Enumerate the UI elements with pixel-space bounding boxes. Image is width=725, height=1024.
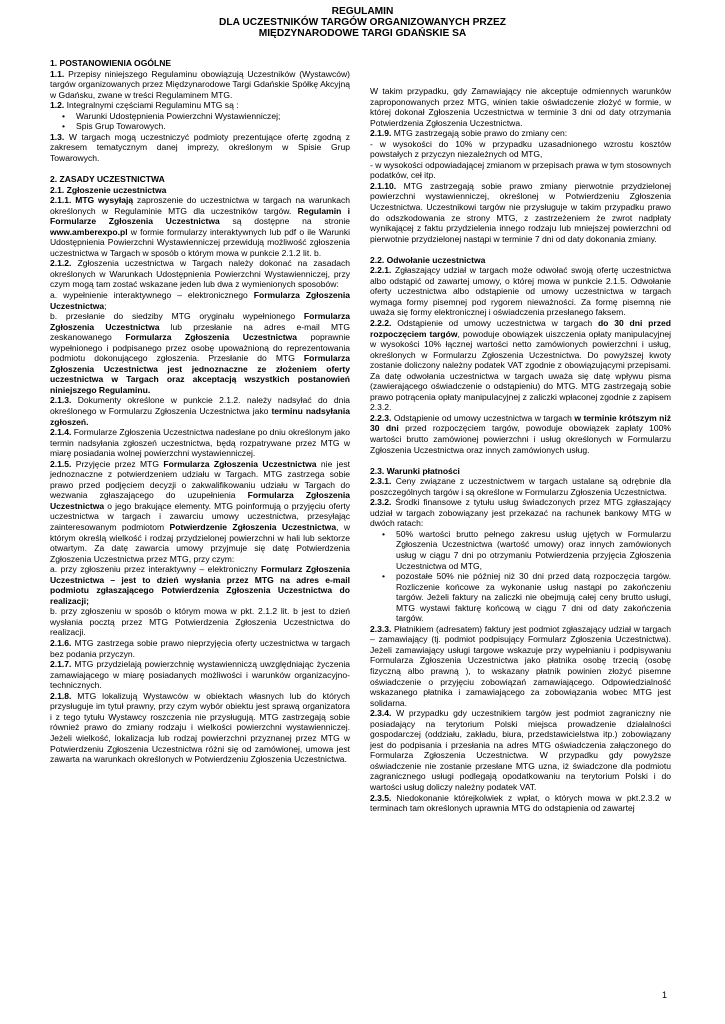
paragraph-2-3-4 [370,708,671,792]
paragraph-2-1-9-b: - w wysokości odpowiadającej zmianom w przepisach prawa w tym stosownych podatków, ceł itp. [370,159,671,181]
bold-text: Regulamin i Formularze Zgłoszenia Uczestnictwa [50,205,350,227]
paragraph-2-2-1 [370,265,671,318]
para-text: Niedokonanie którejkolwiek z wpłat, o których mowa w pkt.2.3.2 w terminach tam określonych uprawnia MTG do odstąpienia od zawartej [370,792,671,814]
bold-text: Formularza Zgłoszenia Uczestnictwa jest jednoznaczne ze złożeniem oferty uczestnictwa w Targach oraz akceptacją wszystkich postanowień niniejszego Regulaminu. [50,353,350,395]
para-number: 2.2.2. [370,317,392,328]
para-text: MTG przydzielają powierzchnię wystawienniczą uwzględniając życzenia zamawiającego w miarę posiadanych możliwości i warunków organizacyjno-technicznych. [50,659,350,691]
para-number: 2.1.7. [50,659,72,670]
para-text: Zgłoszenia uczestnictwa w Targach należy dokonać na zasadach określonych w Warunkach Udostępnienia Powierzchni Wystawienniczej, przy czym mogą tam zostać wskazane jeden lub dwa z wymienionych sposobów: [50,258,350,290]
para-text: a. wypełnienie interaktywnego – elektronicznego [50,289,254,300]
para-number: 2.1.5. [50,458,72,469]
bold-text: Formularza Zgłoszenia Uczestnictwa [50,311,350,332]
list-item: • Warunki Udostępnienia Powierzchni Wystawienniczej; [50,111,350,122]
para-number: 2.1.8. [50,690,72,701]
para-number: 1.1. [50,68,65,79]
para-text: są dostępne na stronie [219,216,350,227]
paragraph-2-1-7 [50,659,350,691]
para-text: MTG zastrzegają sobie prawo zmiany pierwotnie przydzielonej powierzchni wystawienniczej, określonej w Potwierdzeniu Zgłoszenia Uczestnictwa. Uczestnikowi targów nie przysługuje w takim przypadku prawo do odszkodowania ze strony MTG, z zastrzeżeniem że zwrot nadpłaty wynikającej z faktu przydzielenia innego rodzaju lub mniejszej powierzchni od pierwotnie przydzielonej nastąpi w terminie 7 dni od daty dokonania zmiany. [370,180,671,244]
paragraph-continued: W takim przypadku, gdy Zamawiający nie akceptuje odmiennych warunków zaproponowanych przez MTG, winien takie oświadczenie złożyć w formie, w której dokonał Zgłoszenia Uczestnictwa w terminie 3 dni od daty otrzymania Potwierdzenia Zgłoszenia Uczestnictwa. [370,86,671,128]
para-text: Formularze Zgłoszenia Uczestnictwa nadesłane po dniu określonym jako termin nadsyłania zgłoszeń uczestnictwa, będą rozpatrywane przez MTG w miarę posiadania wolnej powierzchni wystawienniczej. [50,427,350,459]
para-text: , powoduje obowiązek uiszczenia opłaty manipulacyjnej w wysokości 10% łącznej wartości netto zamówionych powierzchni i usług, określonych w Formularzu Zgłoszenia Uczestnictwa. Do powyższej kwoty zostanie doliczony należny podatek VAT zgodnie z obowiązującymi przepisami. Za datę odwołania uczestnictwa w targach uważa się datę wpływu pisma (zawierającego oświadczenie o odstąpieniu) do MTG. MTG zastrzegają sobie prawo potrącenia opłaty manipulacyjnej z zaliczki wpłaconej zgodnie z zapisem 2.3.2. [370,328,671,413]
para-text: Płatnikiem (adresatem) faktury jest podmiot zgłaszający udział w targach – zamawiający (tj. podmiot podpisujący Formularz Zgłoszenia Uczestnictwa). Jeżeli zamawiający usługi targowe wskazuje przy wypełnianiu i podpisywaniu Formularza Zgłoszenia Uczestnictwa jako płatnika osobę trzecią (osobę fizyczną albo prawną ), to wskazany płatnik powinien złożyć pisemne oświadczenie o przyjęciu zobowiązań zamawiającego. Odpowiedzialność wskazanego płatnika i zamawiającego za zobowiązania wobec MTG jest solidarna. [370,623,671,708]
para-text: Przyjęcie przez MTG [71,458,164,469]
para-text: W targach mogą uczestniczyć podmioty prezentujące ofertę zgodną z zakresem tematycznym danej imprezy, określonym w Spisie Grup Towarowych. [50,131,350,163]
doc-title-line-2: DLA UCZESTNIKÓW TARGÓW ORGANIZOWANYCH PRZEZ [219,17,506,28]
doc-title-line-3: MIĘDZYNARODOWE TARGI GDAŃSKIE SA [258,28,467,39]
paragraph-2-2-3 [370,413,671,455]
bullet-list [370,529,671,624]
para-number: 1.3. [50,131,65,142]
para-number: 2.3.5. [370,792,392,803]
paragraph-2-1-5 [50,459,350,564]
para-number: 2.2.1. [370,265,392,276]
para-text: poprawnie wypełnionego i podpisanego przez osobę upoważnioną do reprezentowania podmiotu dokonującego zgłoszenia. Przesłanie do MTG [50,332,350,364]
bold-text: Formularza Zgłoszenia Uczestnictwa [125,332,297,343]
para-text: , w którym określą wielkość i rodzaj przydzielonej powierzchni w hali lub sektorze otwartym. Za datę zawarcia umowy przyjmuje się datę Potwierdzenia Zgłoszenia Uczestnictwa przez MTG, przy czym: [50,522,350,564]
paragraph-2-3-2 [370,497,671,529]
para-number: 2.1.4. [50,427,72,438]
paragraph-2-3-3 [370,624,671,708]
para-text: Zgłaszający udział w targach może odwołać swoją ofertę uczestnictwa albo odstąpić od zawartej umowy, o której mowa w punkcie 2.1.5. Odwołanie oferty uczestnictwa albo odstąpienie od umowy uczestnictwa w targach wymaga formy pisemnej pod rygorem nieważności. Za formę pisemną nie uważa się formy elektronicznej i oświadczenia przesłanego faksem. [370,265,671,318]
para-text: b. przesłanie do siedziby MTG oryginału wypełnionego [50,311,304,322]
para-text: W przypadku gdy uczestnikiem targów jest podmiot zagraniczny nie posiadający na terytorium Polski miejsca prowadzenie działalności gospodarczej (oddziału, zakładu, biura, przedstawicielstwa itp.) zobowiązany jest do podpisania i przesłania na adres MTG oświadczenia załączonego do Formularza Zgłoszenia Uczestnictwa. W przypadku gdy powyższe oświadczenie nie zostanie przesłane MTG uzna, iż świadczone dla podmiotu zagranicznego usługi podlegają opodatkowaniu na terytorium Polski i do wartości usług doliczy należny podatek VAT. [370,708,671,792]
para-text: Odstąpienie od umowy uczestnictwa w targach [391,317,598,328]
para-text: MTG zastrzega sobie prawo nieprzyjęcia oferty uczestnictwa w targach bez podania przyczyn. [50,638,350,659]
paragraph-2-1-2 [50,258,350,290]
page-number: 1 [661,990,667,1000]
paragraph-1-3 [50,132,350,164]
bold-text: w terminie krótszym niż 30 dni [370,412,671,434]
para-text: MTG zastrzegają sobie prawo do zmiany cen: [391,128,568,139]
para-text: ; [104,300,107,311]
para-text: lub przesłanie na adres e-mail MTG zeskanowanego [50,321,350,343]
para-text: a. przy zgłoszeniu przez interaktywny – elektroniczny [50,564,262,575]
para-text: Odstąpienie od umowy uczestnictwa w targach [391,412,575,423]
bold-text: do 30 dni przed rozpoczęciem targów [370,317,671,339]
paragraph-2-1-2-b [50,311,350,395]
para-text: Ceny związane z uczestnictwem w targach ustalane są odrębnie dla poszczególnych targów i są określone w Formularzu Zgłoszenia Uczestnictwa. [370,476,671,497]
para-number: 2.1.2. [50,258,72,269]
para-text: zaproszenie do uczestnictwa w targach na warunkach określonych w Regulaminie MTG dla uczestników targów. [50,195,350,216]
paragraph-2-3-1 [370,476,671,497]
section-heading: 1. POSTANOWIENIA OGÓLNE [50,58,172,68]
paragraph-2-1-6 [50,638,350,659]
para-number: 2.1.3. [50,395,72,406]
list-item: • 50% wartości brutto pełnego zakresu usług ujętych w Formularzu Zgłoszenia Uczestnictwa (wartość umowy) oraz innych zamówionych usług w ciągu 7 dni po otrzymaniu Potwierdzenia przyjęcia Zgłoszenia Uczestnictwa od MTG, [370,529,671,571]
para-number: 2.1.10. [370,180,397,191]
paragraph-2-1-4 [50,427,350,459]
para-number: 2.3.4. [370,708,392,719]
paragraph-2-2-2 [370,318,671,413]
paragraph-2-1-9-a: - w wysokości do 10% w przypadku uzasadnionego wzrostu kosztów powstałych z przyczyn niezależnych od MTG, [370,138,671,160]
paragraph-2-1-5-a [50,564,350,606]
subsection-heading: 2.1. Zgłoszenie uczestnictwa [50,184,167,195]
bullet-list [50,111,350,132]
para-text: Przepisy niniejszego Regulaminu obowiązują Uczestników (Wystawców) targów organizowanych przez Międzynarodowe Targi Gdańskie Spółkę Akcyjną w Gdańsku, zwane w treści Regulaminem MTG. [50,68,350,100]
para-text: o jego brakujące elementy. MTG poinformują o przyjęciu oferty uczestnictwa w targach i zawarciu umowy uczestnictwa, przesyłając zainteresowanym podmiotom [50,500,350,533]
paragraph-2-3-5 [370,793,671,814]
para-number: 2.1.6. [50,638,72,649]
paragraph-2-1-1 [50,195,350,258]
subsection-heading: 2.3. Warunki płatności [370,465,460,476]
para-text: Integralnymi częściami Regulaminu MTG są : [64,100,239,111]
left-column [50,58,350,765]
paragraph-1-1 [50,69,350,101]
bold-text: Formularza Zgłoszenia Uczestnictwa [50,490,351,511]
paragraph-1-2 [50,100,350,111]
para-number: 1.2. [50,100,65,111]
para-number: 2.2.3. [370,412,392,423]
para-number: 2.3.1. [370,476,392,487]
doc-title-line-1: REGULAMIN [331,6,394,17]
para-number: 2.1.1. [50,195,72,206]
paragraph-2-1-2-a [50,290,350,311]
para-text: w formie formularzy interaktywnych lub pdf o ile Warunki Udostępnienia Powierzchni Wystawienniczej przewidują możliwość zgłoszenia uczestnictwa w Targach w sposób o którym mowa w punkcie 2.1.2 lit. b. [50,226,350,258]
list-item: • Spis Grup Towarowych. [50,121,350,132]
website-link[interactable]: www.amberexpo.pl [50,226,128,237]
para-number: 2.1.9. [370,128,392,139]
paragraph-2-1-5-b: b. przy zgłoszeniu w sposób o którym mowa w pkt. 2.1.2 lit. b jest to dzień wysłania pocztą przez MTG Potwierdzenia Zgłoszenia Uczestnictwa do realizacji. [50,606,350,638]
right-column [370,86,671,814]
bold-text: MTG wysyłają [71,195,134,206]
para-number: 2.3.2. [370,497,392,508]
para-text: Środki finansowe z tytułu usług świadczonych przez MTG zgłaszający udział w targach zobowiązany jest przekazać na rachunek bankowy MTG w dwóch ratach: [370,497,671,529]
list-item: • pozostałe 50% nie później niż 30 dni przed datą rozpoczęcia targów. Rozliczenie końcowe za wykonanie usług nastąpi po zakończeniu targów. Jeżeli faktury na zaliczki nie obejmują całej ceny brutto usługi, MTG wystawi fakturę końcową w ciągu 7 dni od daty zakończenia targów. [370,571,671,624]
bold-text: terminu nadsyłania zgłoszeń. [50,406,350,427]
subsection-heading: 2.2. Odwołanie uczestnictwa [370,254,486,265]
para-number: 2.3.3. [370,623,392,634]
para-text: MTG lokalizują Wystawców w obiektach własnych lub do których przysługuje im tytuł prawny, przy czym wybór obiektu jest sprawą organizatora i z tego tytułu Wystawcy roszczenia nie przysługują. MTG zastrzegają sobie również prawo do zmiany rodzaju i wielkości powierzchni wystawienniczej. Jeżeli wielkość, lokalizacja lub rodzaj powierzchni przyznanej przez MTG w Potwierdzeniu Zgłoszenia Uczestnictwa różni się od zamówionej, umowa jest zawarta na warunkach określonych w Potwierdzeniu Zgłoszenia Uczestnictwa. [50,690,350,765]
section-heading: 2. ZASADY UCZESTNICTWA [50,173,165,184]
para-text: przed rozpoczęciem targów, powoduje obowiązek zapłaty 100% wartości brutto zamówionej powierzchni i usług określonych w Formularzu Zgłoszenia Uczestnictwa oraz innych zamówionych usług. [370,423,672,455]
paragraph-2-1-3 [50,395,350,427]
para-text: Dokumenty określone w punkcie 2.1.2. należy nadsyłać do dnia określonego w Formularzu Zgłoszenia Uczestnictwa jako [50,395,350,416]
paragraph-2-1-9 [370,128,671,139]
bold-text: Formularza Zgłoszenia Uczestnictwa [163,458,317,469]
para-text: nie jest jednoznaczne z potwierdzeniem udziału w Targach. MTG zastrzega sobie prawo przed podjęciem decyzji o zakwalifikowaniu udziału w Targach do wezwania zgłaszającego do uzupełnienia [50,458,350,501]
bold-text: Formularza Zgłoszenia Uczestnictwa [50,289,350,311]
bold-text: Potwierdzenie Zgłoszenia Uczestnictwa [169,522,337,533]
paragraph-2-1-8 [50,691,350,765]
paragraph-2-1-10 [370,181,671,244]
bold-text: Formularz Zgłoszenia Uczestnictwa – jest to dzień wysłania przez MTG na adres e-mail podmiotu zgłaszającego Potwierdzenia Zgłoszenia Uczestnictwa do realizacji; [50,564,350,606]
